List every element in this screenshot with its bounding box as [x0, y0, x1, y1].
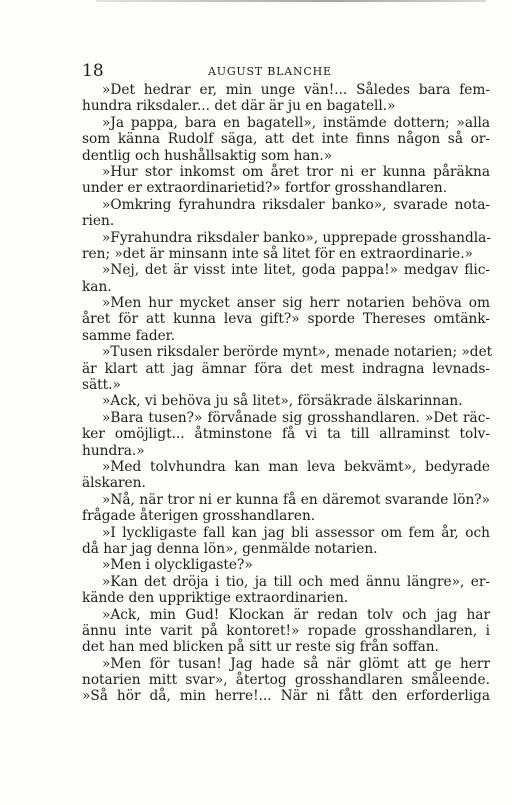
- text-line: »Nej, det är visst inte litet, goda pappa!» medgav flic-: [102, 262, 490, 279]
- text-line: hundra riksdaler... det där är ju en bagatell.»: [82, 98, 396, 115]
- text-line: notarien mitt svar», återtog grosshandlaren småleende.: [82, 672, 490, 689]
- top-edge-rule: [96, 0, 486, 2]
- text-line: ännu inte varit på kontoret!» ropade grosshandlaren, i: [82, 622, 490, 639]
- body-text: [82, 82, 493, 705]
- text-line: »I lyckligaste fall kan jag bli assessor om fem år, och: [102, 524, 490, 541]
- text-line: »Hur stor inkomst om året tror ni er kunna påräkna: [102, 163, 490, 180]
- text-line: samme fader.: [82, 327, 176, 344]
- text-line: året för att kunna leva gift?» sporde Thereses omtänk-: [82, 311, 490, 328]
- text-line: »Men för tusan! Jag hade så när glömt att ge herr: [102, 655, 490, 672]
- text-line: »Tusen riksdaler berörde mynt», menade notarien; »det: [102, 344, 493, 361]
- text-line: är klart att jag ämnar föra det mest indragna levnads-: [82, 360, 490, 377]
- text-line: »Ack, min Gud! Klockan är redan tolv och jag har: [102, 606, 490, 623]
- text-line: »Men hur mycket anser sig herr notarien behöva om: [102, 295, 490, 312]
- text-line: då har jag denna lön», genmälde notarien.: [82, 540, 378, 557]
- text-line: »Ja pappa, bara en bagatell», instämde dottern; »alla: [102, 114, 490, 131]
- text-line: älskaren.: [82, 475, 146, 492]
- text-line: dentlig och hushållsaktig som han.»: [82, 147, 333, 164]
- text-line: under er extraordinarietid?» fortfor grosshandlaren.: [82, 180, 448, 197]
- page-header: [82, 62, 482, 80]
- text-line: rien.: [82, 213, 115, 230]
- text-line: hundra.»: [82, 442, 145, 459]
- text-line: sätt.»: [82, 377, 121, 394]
- text-line: »Nå, när tror ni er kunna få en däremot svarande lön?»: [102, 491, 490, 508]
- text-line: »Omkring fyrahundra riksdaler banko», svarade nota-: [102, 196, 490, 213]
- text-line: kände den uppriktige extraordinarien.: [82, 590, 349, 607]
- text-line: »Det hedrar er, min unge vän!... Således bara fem-: [102, 82, 490, 98]
- text-line: kan.: [82, 278, 112, 295]
- text-line: »Med tolvhundra kan man leva bekvämt», bedyrade: [102, 458, 490, 475]
- text-line: »Men i olyckligaste?»: [102, 557, 253, 574]
- text-line: ren; »det är minsann inte så litet för en extraordinarie.»: [82, 245, 473, 262]
- text-line: »Så hör då, min herre!... När ni fått den erforderliga: [82, 688, 490, 705]
- text-line: »Ack, vi behöva ju så litet», försäkrade älskarinnan.: [102, 393, 463, 410]
- text-line: som känna Rudolf säga, att det inte finns någon så or-: [82, 131, 490, 148]
- text-line: det han med blicken på sitt ur reste sig från soffan.: [82, 639, 439, 656]
- text-line: ker omöjligt... åtminstone få vi ta till allraminst tolv-: [82, 426, 490, 443]
- text-line: »Bara tusen?» förvånade sig grosshandlaren. »Det räc-: [102, 409, 490, 426]
- page-number: 18: [82, 61, 104, 81]
- text-line: »Kan det dröja i tio, ja till och med ännu längre», er-: [102, 573, 490, 590]
- text-line: frågade återigen grosshandlaren.: [82, 508, 316, 525]
- text-line: »Fyrahundra riksdaler banko», upprepade grosshandla-: [102, 229, 491, 246]
- running-head: AUGUST BLANCHE: [208, 65, 332, 78]
